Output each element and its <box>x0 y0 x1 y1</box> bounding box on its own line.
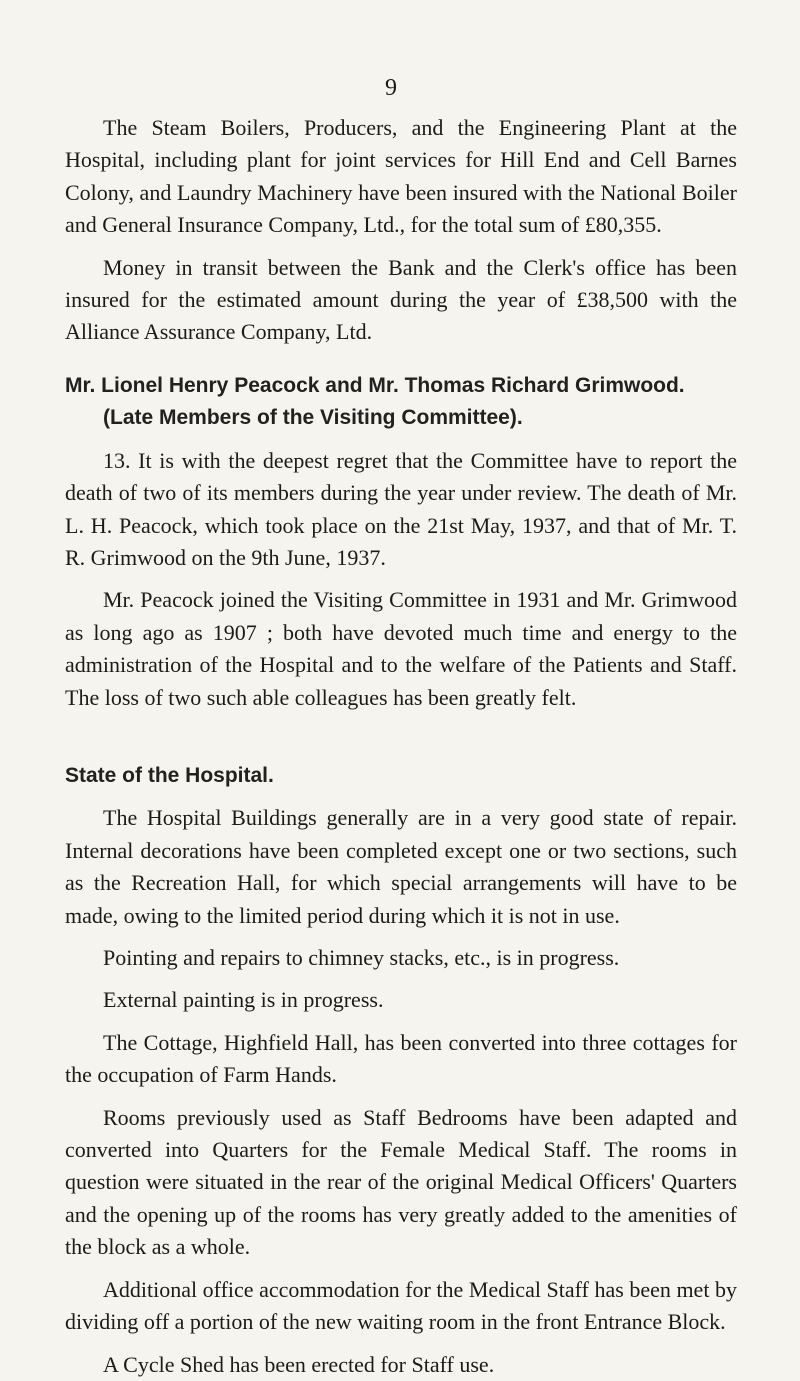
insurance-paragraph-money-transit: Money in transit between the Bank and the Clerk's office has been insured for the estimated amount during the year of £38,500 with the Alliance Assurance Company, Ltd. <box>65 254 737 345</box>
state-paragraph-cycle-shed: A Cycle Shed has been erected for Staff use. <box>103 1351 495 1377</box>
state-paragraph-chimney: Pointing and repairs to chimney stacks, etc., is in progress. <box>103 945 620 971</box>
insurance-section <box>65 112 737 349</box>
obituary-paragraph-regret: 13. It is with the deepest regret that the Committee have to report the death of two of its members during the year under review. The death of Mr. L. H. Peacock, which took place on the 21st May, 1937, and that of Mr. T. R. Grimwood on the 9th June, 1937. <box>65 447 737 571</box>
state-paragraph-cottage: The Cottage, Highfield Hall, has been converted into three cottages for the occupation of Farm Hands. <box>65 1029 737 1088</box>
state-paragraph-office: Additional office accommodation for the Medical Staff has been met by dividing off a portion of the new waiting room in the front Entrance Block. <box>65 1276 737 1335</box>
obituary-section <box>65 370 737 714</box>
state-of-hospital-section <box>65 760 737 1381</box>
obituary-heading: Mr. Lionel Henry Peacock and Mr. Thomas Richard Grimwood. (Late Members of the Visiting Committee). <box>65 374 685 430</box>
insurance-paragraph-boilers: The Steam Boilers, Producers, and the Engineering Plant at the Hospital, including plant for joint services for Hill End and Cell Barnes Colony, and Laundry Machinery have been insured with the National Boiler and General Insurance Company, Ltd., for the total sum of £80,355. <box>65 115 737 238</box>
state-paragraph-quarters: Rooms previously used as Staff Bedrooms have been adapted and converted into Quarters for the Female Medical Staff. The rooms in question were situated in the rear of the original Medical Officers' Quarters and the opening up of the rooms has very greatly added to the amenities of the block as a whole. <box>65 1104 737 1260</box>
state-of-hospital-heading: State of the Hospital. <box>65 764 274 787</box>
page-number: 9 <box>385 75 397 101</box>
obituary-paragraph-members: Mr. Peacock joined the Visiting Committee in 1931 and Mr. Grimwood as long ago as 1907 ; both have devoted much time and energy to the administration of the Hospital and to the welfare of the Patients and Staff. The loss of two such able colleagues has been greatly felt. <box>65 587 737 710</box>
state-paragraph-painting: External painting is in progress. <box>103 987 384 1013</box>
state-paragraph-buildings: The Hospital Buildings generally are in a very good state of repair. Internal decorations have been completed except one or two sections, such as the Recreation Hall, for which special arrangements will have to be made, owing to the limited period during which it is not in use. <box>65 805 737 928</box>
